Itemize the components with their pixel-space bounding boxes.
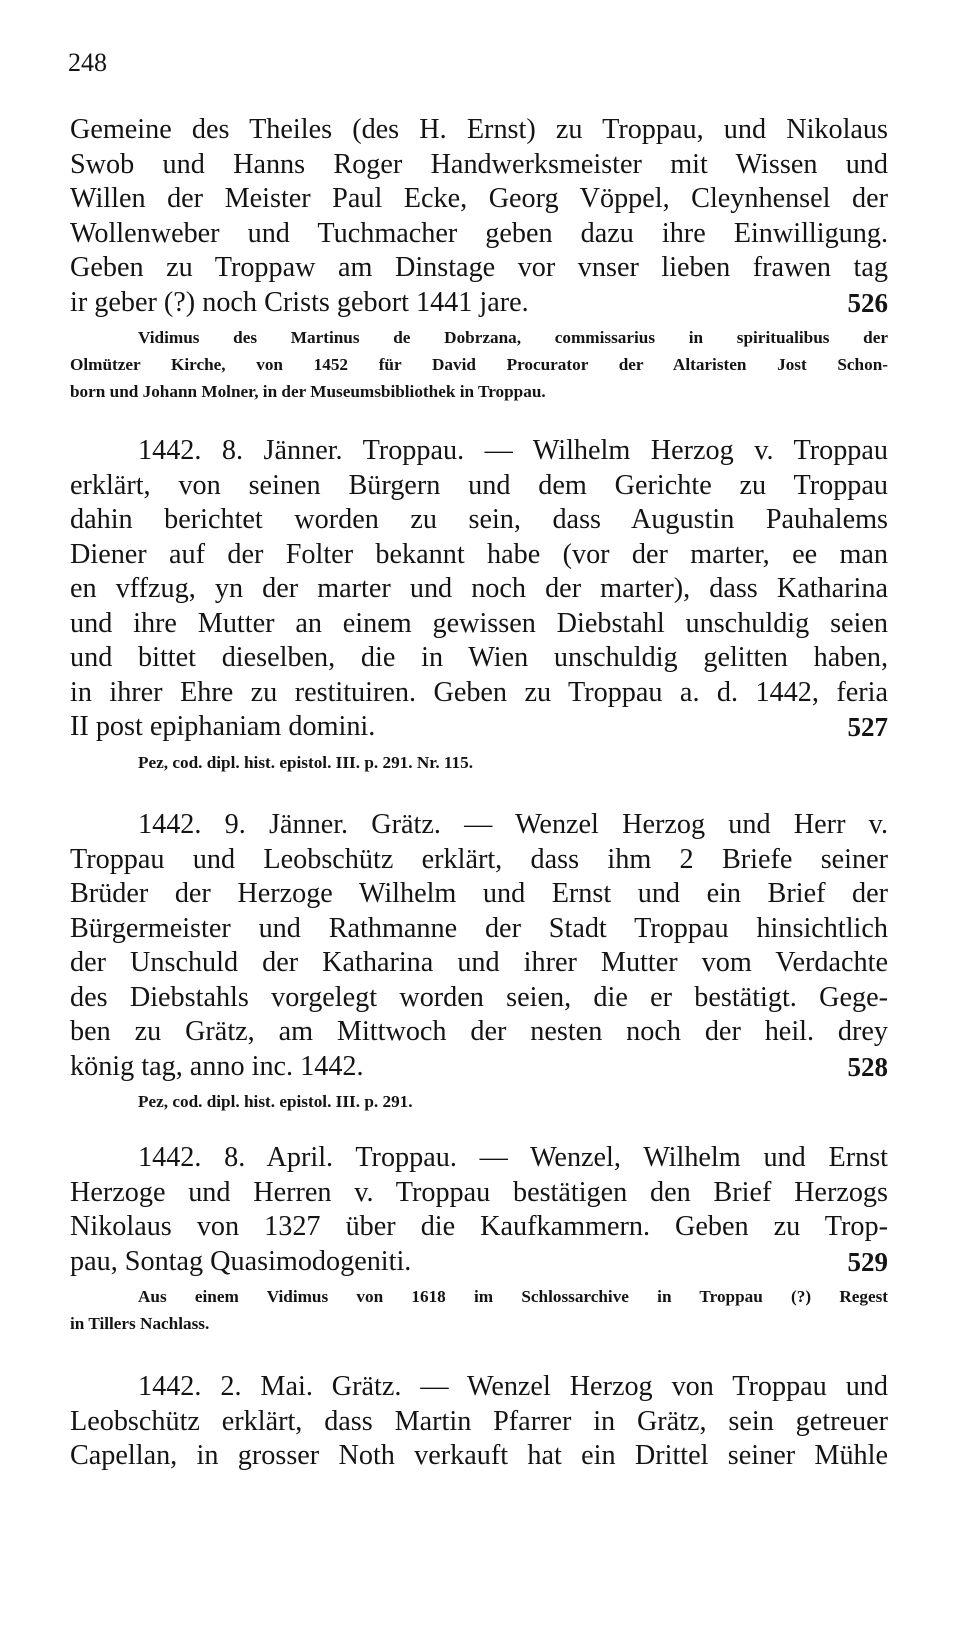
- text-line: der Unschuld der Katharina und ihrer Mutter vom Verdachte: [70, 947, 888, 978]
- note-line: in Tillers Nachlass.: [70, 1314, 210, 1333]
- entry-527: [70, 434, 888, 773]
- source-citation: Pez, cod. dipl. hist. epistol. III. p. 291. Nr. 115.: [138, 752, 474, 772]
- text-line-content: ir geber (?) noch Crists gebort 1441 jare.: [70, 286, 529, 318]
- text-line: in ihrer Ehre zu restituiren. Geben zu Troppau a. d. 1442, feria: [70, 676, 888, 708]
- text-line: 1442. 8. Jänner. Troppau. — Wilhelm Herzog v. Troppau: [138, 435, 888, 466]
- text-line: Wollenweber und Tuchmacher geben dazu ihre Einwilligung.: [70, 217, 888, 249]
- text-line: des Diebstahls vorgelegt worden seien, die er bestätigt. Gege-: [70, 981, 888, 1013]
- entry-526-note: [70, 324, 888, 405]
- text-line: erklärt, von seinen Bürgern und dem Gerichte zu Troppau: [70, 469, 888, 501]
- note-line: Olmützer Kirche, von 1452 für David Procurator der Altaristen Jost Schon-: [70, 355, 888, 374]
- note-line: born und Johann Molner, in der Museumsbibliothek in Troppau.: [70, 382, 546, 401]
- source-citation: Pez, cod. dipl. hist. epistol. III. p. 291.: [138, 1092, 413, 1111]
- entry-number: 527: [847, 712, 888, 742]
- text-line: 1442. 9. Jänner. Grätz. — Wenzel Herzog und Herr v.: [138, 809, 888, 840]
- source-note: [70, 324, 888, 405]
- text-line: [70, 710, 888, 745]
- entry-529: [70, 1141, 888, 1337]
- entry-528: [70, 808, 888, 1112]
- text-line: 1442. 8. April. Troppau. — Wenzel, Wilhelm und Ernst: [138, 1142, 888, 1173]
- entry-text: [70, 434, 888, 745]
- note-line: Aus einem Vidimus von 1618 im Schlossarchive in Troppau (?) Regest: [138, 1287, 888, 1306]
- entry-text: [70, 1141, 888, 1279]
- text-line: Bürgermeister und Rathmanne der Stadt Troppau hinsichtlich: [70, 912, 888, 944]
- entry-526: [70, 113, 888, 320]
- entry-number: 528: [847, 1051, 888, 1082]
- text-line: und ihre Mutter an einem gewissen Diebstahl unschuldig seien: [70, 607, 888, 639]
- text-line: 1442. 2. Mai. Grätz. — Wenzel Herzog von Troppau und: [138, 1371, 888, 1402]
- text-line: Swob und Hanns Roger Handwerksmeister mit Wissen und: [70, 148, 888, 180]
- text-line: [70, 1245, 888, 1280]
- text-line: Gemeine des Theiles (des H. Ernst) zu Troppau, und Nikolaus: [70, 114, 888, 145]
- text-line: Diener auf der Folter bekannt habe (vor der marter, ee man: [70, 538, 888, 570]
- text-line: Capellan, in grosser Noth verkauft hat ein Drittel seiner Mühle: [70, 1440, 888, 1471]
- entry-number: 526: [847, 287, 888, 318]
- entry-text: [70, 808, 888, 1084]
- text-line: Herzoge und Herren v. Troppau bestätigen den Brief Herzogs: [70, 1176, 888, 1208]
- entry-text: [70, 113, 888, 320]
- entry-number: 529: [847, 1246, 888, 1277]
- note-line: Vidimus des Martinus de Dobrzana, commissarius in spiritualibus der: [138, 328, 888, 347]
- text-line: und bittet dieselben, die in Wien unschuldig gelitten haben,: [70, 642, 888, 673]
- entry-530: [70, 1370, 888, 1474]
- text-line-content: II post epiphaniam domini.: [70, 711, 376, 742]
- text-line: ben zu Grätz, am Mittwoch der nesten noch der heil. drey: [70, 1016, 888, 1047]
- text-line: Willen der Meister Paul Ecke, Georg Vöppel, Cleynhensel der: [70, 183, 888, 214]
- text-line-content: pau, Sontag Quasimodogeniti.: [70, 1245, 412, 1277]
- text-line: en vffzug, yn der marter und noch der marter), dass Katharina: [70, 573, 888, 604]
- text-line: Geben zu Troppaw am Dinstage vor vnser lieben frawen tag: [70, 252, 888, 283]
- text-line: Brüder der Herzoge Wilhelm und Ernst und ein Brief der: [70, 878, 888, 909]
- text-line-content: könig tag, anno inc. 1442.: [70, 1050, 364, 1082]
- text-line: [70, 1050, 888, 1085]
- text-line: [70, 286, 888, 321]
- page-number: 248: [68, 48, 107, 77]
- entry-text: [70, 1370, 888, 1474]
- source-note: [70, 1283, 888, 1337]
- text-line: Nikolaus von 1327 über die Kaufkammern. Geben zu Trop-: [70, 1211, 888, 1242]
- text-line: Troppau und Leobschütz erklärt, dass ihm 2 Briefe seiner: [70, 843, 888, 875]
- text-line: Leobschütz erklärt, dass Martin Pfarrer in Grätz, sein getreuer: [70, 1405, 888, 1437]
- text-line: dahin berichtet worden zu sein, dass Augustin Pauhalems: [70, 504, 888, 535]
